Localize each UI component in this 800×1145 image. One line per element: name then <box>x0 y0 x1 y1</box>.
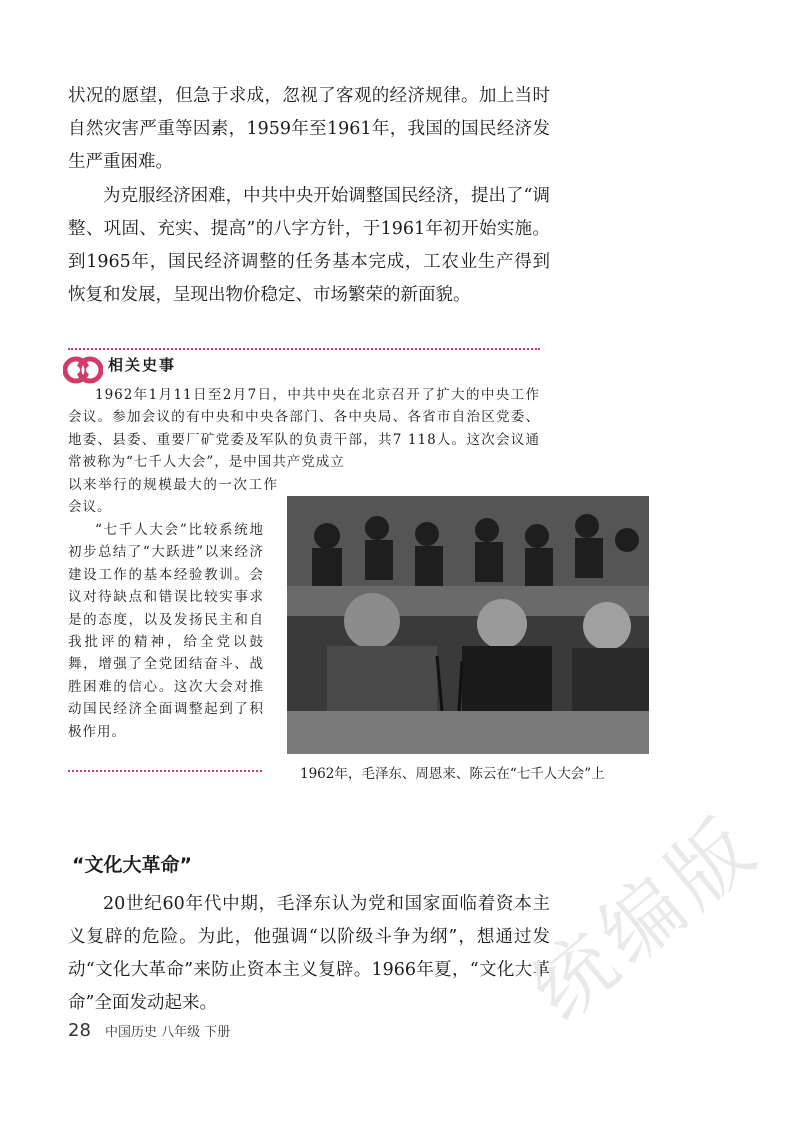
book-title: 中国历史 八年级 下册 <box>105 1025 231 1040</box>
related-history-text-1: 1962年1月11日至2月7日，中共中央在北京召开了扩大的中央工作会议。参加会议的有中央和中央各部门、各中央局、各省市自治区党委、地委、县委、重要厂矿党委及军队的负责干部，共7 118人。这次会议通常被称为“七千人大会”，是中国共产党成立 <box>68 387 540 471</box>
section-title: “文化大革命” <box>72 854 192 876</box>
page-footer <box>68 1020 230 1041</box>
related-history-title: 相关史事 <box>108 356 177 374</box>
related-history-text-3: “七千人大会”比较系统地初步总结了“大跃进”以来经济建设工作的基本经验教训。会议对待缺点和错误比较实事求是的态度，以及发扬民主和自我批评的精神，给全党以鼓舞，增强了全党团结奋斗、战胜困难的信心。这次大会对推动国民经济全面调整起到了积极作用。 <box>68 522 264 740</box>
paragraph-1: 状况的愿望，但急于求成，忽视了客观的经济规律。加上当时自然灾害严重等因素，1959年至1961年，我国的国民经济发生严重困难。 <box>68 86 550 172</box>
paragraph-3: 20世纪60年代中期，毛泽东认为党和国家面临着资本主义复辟的危险。为此，他强调“以阶级斗争为纲”，想通过发动“文化大革命”来防止资本主义复辟。1966年夏，“文化大革命”全面发动起来。 <box>68 894 550 1013</box>
historical-photo <box>287 496 649 754</box>
box-top-divider <box>68 348 540 350</box>
paragraph-2: 为克服经济困难，中共中央开始调整国民经济，提出了“调整、巩固、充实、提高”的八字方针，于1961年初开始实施。到1965年，国民经济调整的任务基本完成，工农业生产得到恢复和发展，呈现出物价稳定、市场繁荣的新面貌。 <box>68 186 550 305</box>
related-history-logo-icon <box>63 352 103 388</box>
watermark: 统编版 <box>514 797 777 1039</box>
photo-caption: 1962年，毛泽东、周恩来、陈云在“七千人大会”上 <box>300 766 605 782</box>
box-bottom-divider <box>68 770 262 772</box>
related-history-text-2: 以来举行的规模最大的一次工作会议。 <box>68 477 278 516</box>
page-number: 28 <box>68 1020 91 1041</box>
